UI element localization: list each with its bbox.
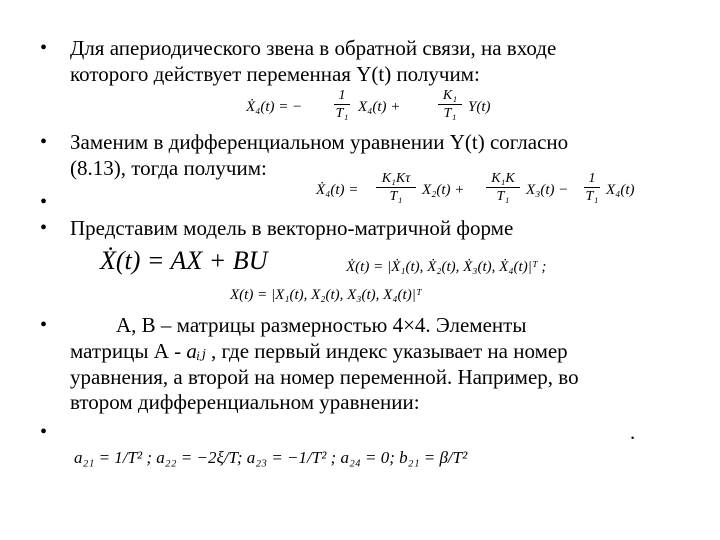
eq2-f3-num: 1 [588,171,596,186]
eq1-f2-num: K₁ [442,88,458,103]
trailing-period: . [630,420,636,444]
bullet-3: • [40,191,48,213]
eq1-rhs: Y(t) [468,99,491,115]
paragraph-5-line-4: втором дифференциальном уравнении: [70,390,420,414]
paragraph-2-line-2: (8.13), тогда получим: [70,156,267,180]
eq2-f2-den: T₁ [496,189,510,204]
eq2-mid1: X₂(t) + [422,182,465,198]
bullet-5: • [40,314,48,336]
bullet-1: • [40,37,48,59]
eq2-rhs: X₄(t) [606,182,635,198]
eq1-f2-den: T₁ [443,106,457,121]
paragraph-2-line-1: Заменим в дифференциальном уравнении Y(t) согласно [70,130,569,154]
paragraph-5-line-3: уравнения, а второй на номер переменной. Например, во [70,365,579,389]
eq1-f1-num: 1 [338,88,346,103]
eq2-fraction-3 [584,171,600,204]
eq1-mid: X₄(t) + [358,99,401,115]
eq2-f3-den: T₁ [585,189,599,204]
paragraph-5-line-1: А, В – матрицы размерностью 4×4. Элементы [116,313,527,337]
state-equation: Ẋ(t) = AX + BU [100,246,268,275]
bullet-6: • [40,421,48,443]
state-vector-definition: X(t) = |X₁(t), X₂(t), X₃(t), X₄(t)|ᵀ [230,287,422,303]
coefficients-equation: a₂₁ = 1/T² ; a₂₂ = −2ξ/T; a₂₃ = −1/T² ; a₂₄ = 0; b₂₁ = β/T² [74,448,468,467]
eq2-f1-den: T₁ [389,189,403,204]
eq1-fraction-2 [438,88,462,121]
derivative-vector-definition: Ẋ(t) = |Ẋ₁(t), Ẋ₂(t), Ẋ₃(t), Ẋ₄(t)|ᵀ ; [346,259,547,275]
paragraph-4-line-1: Представим модель в векторно-матричной форме [70,216,514,240]
eq1-f1-den: T₁ [335,106,349,121]
eq1-fraction-1 [334,88,350,121]
eq2-lhs: Ẋ₄(t) = [316,182,359,198]
bullet-2: • [40,131,48,153]
eq2-f2-num: K₁K [491,171,515,186]
eq2-f1-num: K₁Kτ [381,171,411,186]
eq2-fraction-2 [486,171,520,204]
paragraph-5-line-2 [70,339,568,363]
paragraph-5-line-2-end: , где первый индекс указывает на номер [210,339,568,363]
eq2-mid2: X₃(t) − [526,182,569,198]
bullet-4: • [40,217,48,239]
paragraph-1-line-1: Для апериодического звена в обратной связи, на входе [70,36,557,60]
eq2-fraction-1 [376,171,416,204]
element-aij: aᵢⱼ [186,339,206,363]
paragraph-1-line-2: которого действует переменная Y(t) получим: [70,62,480,86]
paragraph-5-line-2-start: матрицы А - [70,339,182,363]
eq1-lhs: Ẋ₄(t) = − [246,99,303,115]
